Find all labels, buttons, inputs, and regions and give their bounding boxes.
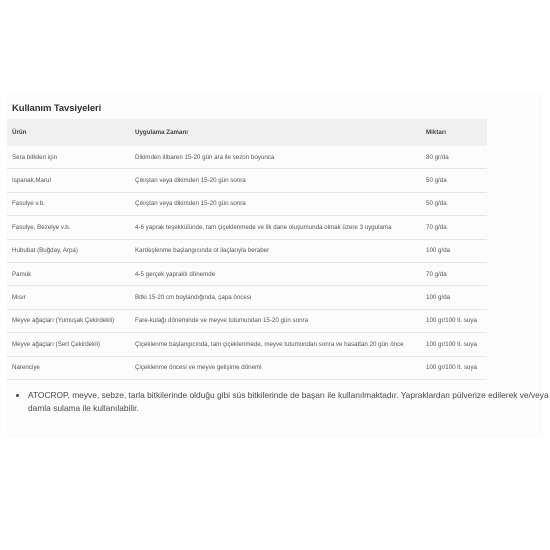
cell-uygulama-zamani: Dikimden itibaren 15-20 gün ara ile sezon boyunca bbox=[125, 146, 416, 169]
cell-urun: Ispanak,Marul bbox=[7, 169, 125, 192]
cell-miktari: 70 g/da bbox=[416, 262, 487, 285]
usage-table bbox=[7, 119, 487, 380]
cell-uygulama-zamani: Fare-kulağı döneminde ve meyve tutumundan 15-20 gün sonra bbox=[125, 309, 416, 332]
cell-uygulama-zamani: 4-6 yaprak teşekkülünde, tam çiçeklenmede ve ilk dane oluşumunda olmak üzere 3 uygulama bbox=[125, 216, 416, 239]
table-header-row bbox=[7, 119, 487, 146]
cell-urun: Pamuk bbox=[7, 262, 125, 285]
cell-uygulama-zamani: Çiçeklenme öncesi ve meyve gelişime dönemi bbox=[125, 356, 416, 379]
table-row bbox=[7, 286, 487, 309]
table-row bbox=[7, 262, 487, 285]
cell-miktari: 100 gr/100 lt. suya bbox=[416, 309, 487, 332]
cell-miktari: 80 gr/da bbox=[416, 146, 487, 169]
table-row bbox=[7, 356, 487, 379]
header-miktari: Miktarı bbox=[416, 119, 487, 146]
table-row bbox=[7, 309, 487, 332]
note-item: • ATOCROP, meyve, sebze, tarla bitkilerinde olduğu gibi süs bitkilerinde de başarı ile kullanılmaktadır. Yapraklardan pülverize edilerek ve/veya damla sulama ile kullanılabilir. bbox=[28, 389, 550, 414]
table-row bbox=[7, 239, 487, 262]
table-row bbox=[7, 169, 487, 192]
cell-urun: Narenciye bbox=[7, 356, 125, 379]
cell-uygulama-zamani: Çiçeklenme başlangıcında, tam çiçeklenmede, meyve tutumundan sonra ve hasattan 20 gün önce bbox=[125, 333, 416, 356]
header-urun: Ürün bbox=[7, 119, 125, 146]
cell-miktari: 50 g/da bbox=[416, 169, 487, 192]
cell-uygulama-zamani: 4-5 gerçek yapraklı dönemde bbox=[125, 262, 416, 285]
cell-miktari: 100 g/da bbox=[416, 239, 487, 262]
cell-urun: Hububat (Buğday, Arpa) bbox=[7, 239, 125, 262]
cell-uygulama-zamani: Bitki 15-20 cm boylandığında, çapa öncesi bbox=[125, 286, 416, 309]
cell-urun: Mısır bbox=[7, 286, 125, 309]
cell-miktari: 100 gr/100 lt. suya bbox=[416, 333, 487, 356]
cell-miktari: 100 g/da bbox=[416, 286, 487, 309]
cell-uygulama-zamani: Çıkıştan veya dikimden 15-20 gün sonra bbox=[125, 169, 416, 192]
usage-notes bbox=[18, 389, 550, 414]
section-title: Kullanım Tavsiyeleri bbox=[12, 103, 102, 114]
cell-miktari: 100 gr/100 lt. suya bbox=[416, 356, 487, 379]
cell-uygulama-zamani: Kardeşlenme başlangıcında ot ilaçlarıyla beraber bbox=[125, 239, 416, 262]
cell-urun: Meyve ağaçları (Sert Çekirdekli) bbox=[7, 333, 125, 356]
table-row bbox=[7, 146, 487, 169]
cell-urun: Fasulye v.b. bbox=[7, 192, 125, 215]
table-row bbox=[7, 333, 487, 356]
cell-urun: Sera bitkileri için bbox=[7, 146, 125, 169]
table-row bbox=[7, 216, 487, 239]
table-row bbox=[7, 192, 487, 215]
header-uygulama-zamani: Uygulama Zamanı bbox=[125, 119, 416, 146]
cell-miktari: 50 g/da bbox=[416, 192, 487, 215]
cell-miktari: 70 g/da bbox=[416, 216, 487, 239]
cell-urun: Fasulye, Bezelye v.b. bbox=[7, 216, 125, 239]
cell-uygulama-zamani: Çıkıştan veya dikimden 15-20 gün sonra bbox=[125, 192, 416, 215]
cell-urun: Meyve ağaçları (Yumuşak Çekirdekli) bbox=[7, 309, 125, 332]
